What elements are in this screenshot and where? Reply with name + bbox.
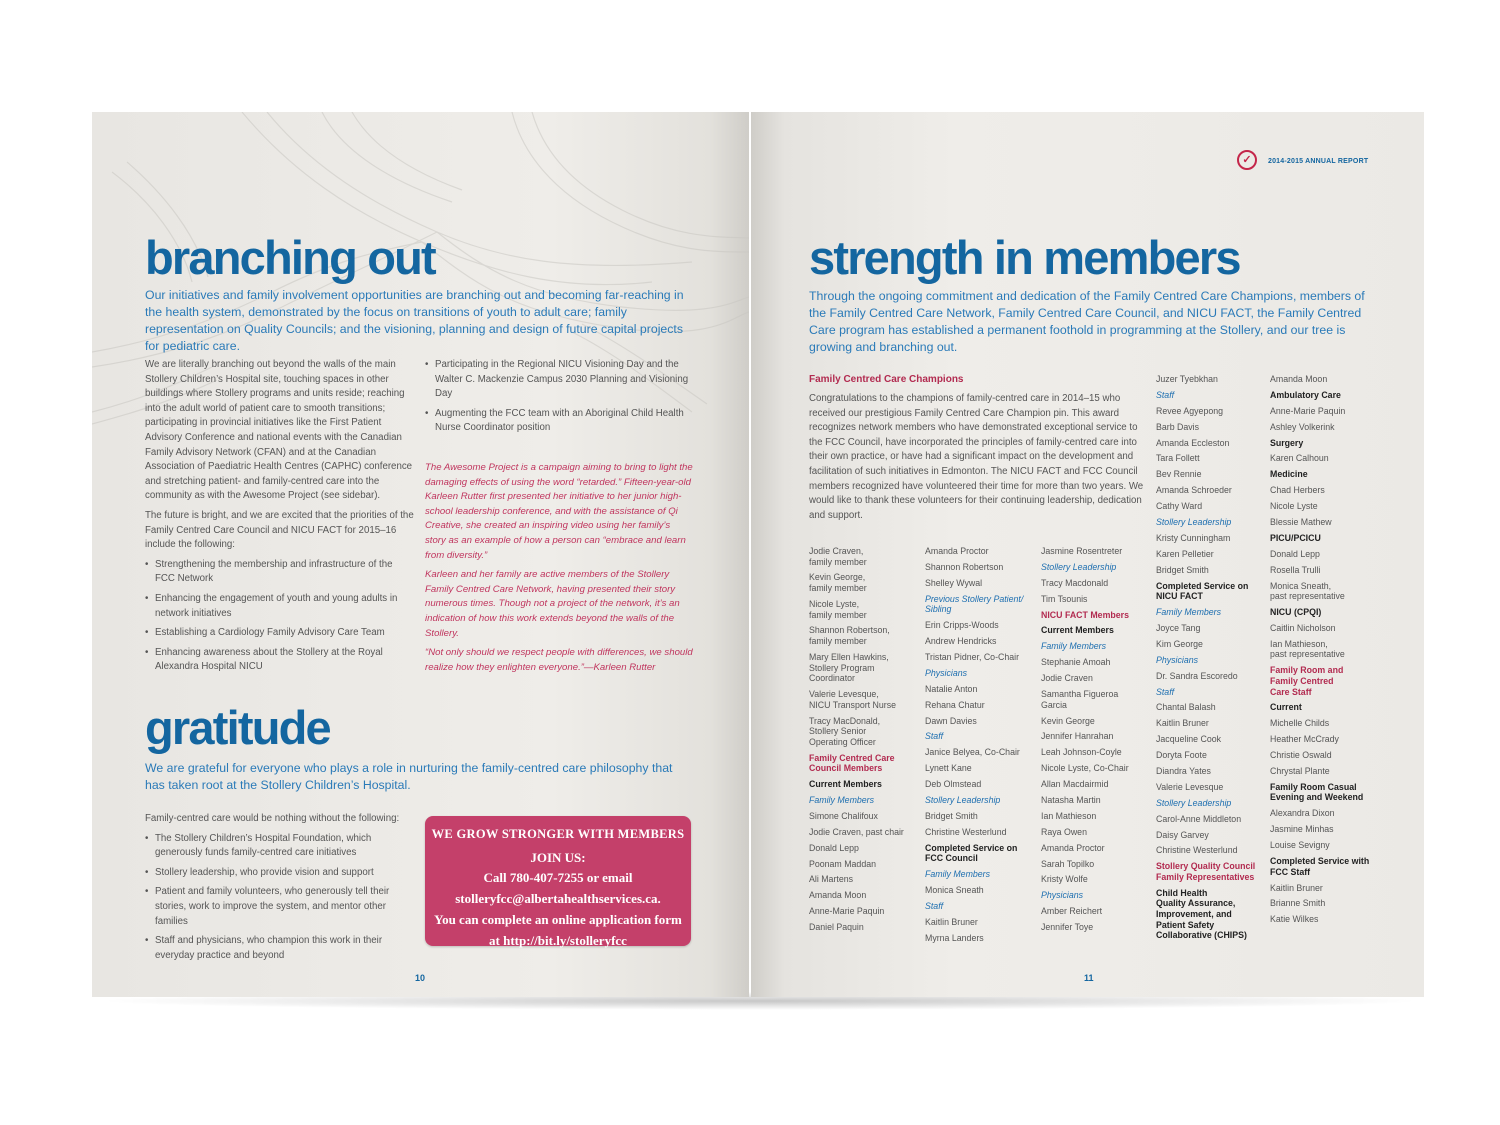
member-name: Jasmine Rosentreter xyxy=(1041,546,1123,556)
member-name: Lynett Kane xyxy=(925,763,972,774)
member-category: Family Members xyxy=(1041,641,1107,652)
member-name: Erin Cripps-Woods xyxy=(925,620,999,631)
member-name: Doryta Foote xyxy=(1156,750,1207,761)
member-name: Tracy MacDonald, Stollery Senior Operating Officer xyxy=(809,715,881,747)
member-name: Jasmine Minhas xyxy=(1270,824,1334,835)
member-name: Natalie Anton xyxy=(925,683,978,694)
member-name: Dawn Davies xyxy=(925,715,977,726)
member-name: Kim George xyxy=(1156,638,1203,649)
member-category: Family Members xyxy=(925,869,991,880)
member-name: Anne-Marie Paquin xyxy=(1270,405,1346,416)
member-heading: Family Room Casual Evening and Weekend xyxy=(1270,781,1364,803)
member-name: Shannon Robertson, family member xyxy=(809,625,890,647)
member-heading: Completed Service with FCC Staff xyxy=(1270,856,1370,877)
member-name: Nicole Lyste xyxy=(1270,501,1318,512)
member-name: Jacqueline Cook xyxy=(1156,734,1222,745)
member-name: Ashley Volkerink xyxy=(1270,421,1335,432)
member-category: Physicians xyxy=(925,667,968,678)
sidebar-quote: “Not only should we respect people with differences, we should realize how they enlighten everyone.”—Karleen Rutter xyxy=(425,647,693,673)
member-name: Allan Macdairmid xyxy=(1041,779,1109,790)
member-category: Staff xyxy=(925,900,944,911)
member-name: Monica Sneath xyxy=(925,885,984,895)
member-category: Physicians xyxy=(1041,890,1084,901)
member-heading: Current Members xyxy=(1041,625,1114,636)
member-name: Valerie Levesque xyxy=(1156,781,1224,792)
member-name: Rehana Chatur xyxy=(925,699,985,710)
member-name: Tim Tsounis xyxy=(1041,593,1088,604)
member-name: Amanda Schroeder xyxy=(1156,485,1232,496)
member-category: Physicians xyxy=(1156,654,1199,665)
member-name: Nicole Lyste, family member xyxy=(809,598,867,620)
member-name: Bev Rennie xyxy=(1156,469,1202,480)
member-heading: Family Centred Care Council Members xyxy=(809,752,895,774)
member-name: Nicole Lyste, Co-Chair xyxy=(1041,763,1129,774)
member-name: Tara Follett xyxy=(1156,453,1200,464)
member-name: Revee Agyepong xyxy=(1156,405,1224,416)
member-heading: Medicine xyxy=(1270,469,1308,480)
member-name: Sarah Topilko xyxy=(1041,858,1095,869)
member-column-2 xyxy=(925,546,1037,949)
list-item: • Enhancing the engagement of youth and young adults in network initiatives xyxy=(145,592,415,621)
member-name: Dr. Sandra Escoredo xyxy=(1156,670,1238,681)
member-name: Donald Lepp xyxy=(1270,548,1320,559)
member-category: Stollery Leadership xyxy=(1156,517,1232,528)
page-number: 10 xyxy=(415,973,426,983)
member-name: Bridget Smith xyxy=(1156,564,1209,575)
member-name: Monica Sneath, past representative xyxy=(1270,580,1345,602)
member-name: Cathy Ward xyxy=(1156,501,1203,512)
list-item: • Patient and family volunteers, who generously tell their stories, work to improve the system, and mentor other families xyxy=(145,885,415,929)
member-name: Ian Mathieson xyxy=(1041,810,1097,821)
gratitude-intro: Family-centred care would be nothing without the following: xyxy=(145,813,400,824)
member-category: Stollery Leadership xyxy=(1041,561,1117,572)
member-heading: Completed Service on NICU FACT xyxy=(1156,580,1249,602)
callout-url-link[interactable]: at http://bit.ly/stolleryfcc xyxy=(489,933,627,948)
member-name: Ali Martens xyxy=(809,874,853,885)
member-name: Jennifer Hanrahan xyxy=(1041,731,1114,742)
member-name: Karen Pelletier xyxy=(1156,548,1214,559)
member-name: Kevin George, family member xyxy=(809,572,867,594)
member-name: Louise Sevigny xyxy=(1270,840,1330,851)
member-name: Amanda Moon xyxy=(1270,374,1328,384)
member-name: Michelle Childs xyxy=(1270,718,1330,729)
join-us-callout xyxy=(425,816,691,946)
member-name: Stephanie Amoah xyxy=(1041,657,1111,668)
member-name: Joyce Tang xyxy=(1156,622,1201,633)
member-heading: Current xyxy=(1270,702,1302,713)
list-item: • Participating in the Regional NICU Visioning Day and the Walter C. Mackenzie Campus 2030 Planning and Visioning Day xyxy=(425,358,690,402)
gratitude-title: gratitude xyxy=(145,701,330,754)
member-name: Kaitlin Bruner xyxy=(1270,882,1323,893)
left-page xyxy=(92,112,749,997)
member-name: Shelley Wywal xyxy=(925,577,983,588)
member-name: Alexandra Dixon xyxy=(1270,808,1335,819)
list-item: • Stollery leadership, who provide vision and support xyxy=(145,866,415,881)
member-name: Daniel Paquin xyxy=(809,922,864,933)
awesome-project-sidebar xyxy=(425,461,693,680)
member-name: Bridget Smith xyxy=(925,810,978,821)
member-name: Kristy Cunningham xyxy=(1156,532,1231,543)
member-name: Valerie Levesque, NICU Transport Nurse xyxy=(809,689,897,710)
member-name: Donald Lepp xyxy=(809,842,859,853)
priorities-list xyxy=(145,558,415,675)
member-name: Amanda Proctor xyxy=(925,546,989,556)
member-name: Myrna Landers xyxy=(925,932,984,943)
member-heading: NICU FACT Members xyxy=(1041,609,1129,620)
member-name: Carol-Anne Middleton xyxy=(1156,813,1242,824)
callout-phone: Call 780-407-7255 or email xyxy=(483,870,633,885)
member-name: Leah Johnson-Coyle xyxy=(1041,747,1122,758)
member-category: Stollery Leadership xyxy=(1156,797,1232,808)
report-header: 2014-2015 ANNUAL REPORT xyxy=(1268,158,1369,165)
callout-join: JOIN US: xyxy=(530,850,586,865)
member-name: Barb Davis xyxy=(1156,421,1200,432)
member-name: Samantha Figueroa Garcia xyxy=(1041,689,1119,710)
member-category: Stollery Leadership xyxy=(925,794,1001,805)
champions-body: Congratulations to the champions of family-centred care in 2014–15 who received our prestigious Family Centred Care Champion pin. This award recognizes network members who have demonstrated exceptional service to the FCC Council, have incorporated the principles of family-centred care into their own practice, or have had a significant impact on the development and facilitation of such initiatives in Edmonton. The NICU FACT and FCC Council members recognized have volunteered their time for more than two years. We would like to thank these volunteers for their continuing leadership, dedication and support. xyxy=(809,393,1144,521)
member-category: Staff xyxy=(1156,389,1175,400)
member-name: Karen Calhoun xyxy=(1270,453,1329,464)
sidebar-paragraph: The Awesome Project is a campaign aiming to bring to light the damaging effects of using the word “retarded.” Fifteen-year-old Karleen Rutter first presented her initiative to her junior high-school leadership conference, and with the assistance of Qi Creative, she created an inspiring video using her family’s story as an example of how a person can “embrace and learn from diversity.” xyxy=(425,462,693,561)
member-name: Simone Chalifoux xyxy=(809,810,878,821)
member-name: Kevin George xyxy=(1041,715,1095,726)
member-heading: Ambulatory Care xyxy=(1270,389,1341,400)
member-name: Kristy Wolfe xyxy=(1041,874,1088,885)
list-item: • Establishing a Cardiology Family Advisory Care Team xyxy=(145,626,415,641)
list-item: • The Stollery Children’s Hospital Foundation, which generously funds family-centred care initiatives xyxy=(145,832,415,861)
member-name: Tristan Pidner, Co-Chair xyxy=(925,651,1020,662)
page-number: 11 xyxy=(1084,973,1094,983)
champions-heading: Family Centred Care Champions xyxy=(809,374,964,385)
member-category: Staff xyxy=(1156,686,1175,697)
priorities-continued xyxy=(425,358,690,441)
member-column-4 xyxy=(1156,374,1266,946)
member-category: Family Members xyxy=(1156,607,1222,618)
member-name: Amanda Eccleston xyxy=(1156,437,1230,448)
member-category: Family Members xyxy=(809,794,875,805)
member-name: Chantal Balash xyxy=(1156,702,1216,713)
member-name: Janice Belyea, Co-Chair xyxy=(925,747,1020,758)
member-name: Chrystal Plante xyxy=(1270,765,1330,776)
list-item: • Strengthening the membership and infrastructure of the FCC Network xyxy=(145,558,415,587)
list-item: • Augmenting the FCC team with an Aboriginal Child Health Nurse Coordinator position xyxy=(425,407,690,436)
member-name: Tracy Macdonald xyxy=(1041,577,1109,588)
member-name: Chad Herbers xyxy=(1270,485,1325,496)
member-name: Kaitlin Bruner xyxy=(925,916,978,927)
member-name: Blessie Mathew xyxy=(1270,517,1332,528)
gratitude-lead: We are grateful for everyone who plays a role in nurturing the family-centred care philosophy that has taken root at the Stollery Children’s Hospital. xyxy=(145,761,673,792)
member-name: Amanda Moon xyxy=(809,890,867,901)
member-name: Brianne Smith xyxy=(1270,898,1326,909)
member-name: Mary Ellen Hawkins, Stollery Program Coordinator xyxy=(809,651,889,684)
gratitude-list xyxy=(145,832,415,964)
member-name: Jodie Craven, family member xyxy=(809,546,867,567)
strength-lead: Through the ongoing commitment and dedication of the Family Centred Care Champions, members of the Family Centred Care Network, Family Centred Care Council, and NICU FACT, the Family Centred Care program has established a permanent foothold in programming at the Stollery, and our tree is growing and branching out. xyxy=(809,289,1365,354)
strength-in-members-title: strength in members xyxy=(809,231,1240,284)
member-name: Anne-Marie Paquin xyxy=(809,906,885,917)
member-column-5 xyxy=(1270,374,1380,930)
member-name: Amber Reichert xyxy=(1041,906,1103,917)
branching-out-lead: Our initiatives and family involvement opportunities are branching out and becoming far-reaching in the health system, demonstrated by the focus on transitions of youth to adult care; family representation on Quality Councils; and the visioning, planning and design of future capital projects for pediatric care. xyxy=(145,288,684,353)
member-heading: NICU (CPQI) xyxy=(1270,607,1322,618)
member-name: Heather McCrady xyxy=(1270,734,1339,745)
member-name: Raya Owen xyxy=(1041,826,1087,837)
member-name: Amanda Proctor xyxy=(1041,842,1105,853)
member-name: Daisy Garvey xyxy=(1156,829,1209,840)
member-name: Christine Westerlund xyxy=(1156,845,1238,856)
callout-heading: WE GROW STRONGER WITH MEMBERS xyxy=(431,827,685,841)
member-name: Caitlin Nicholson xyxy=(1270,622,1336,633)
member-heading: PICU/PCICU xyxy=(1270,532,1321,543)
member-name: Shannon Robertson xyxy=(925,561,1004,572)
member-name: Andrew Hendricks xyxy=(925,636,997,647)
member-name: Christie Oswald xyxy=(1270,750,1332,761)
member-heading: Child Health Quality Assurance, Improvement, and Patient Safety Collaborative (CHIPS) xyxy=(1156,887,1247,941)
member-name: Jennifer Toye xyxy=(1041,922,1094,933)
member-name: Diandra Yates xyxy=(1156,765,1211,776)
member-name: Rosella Trulli xyxy=(1270,564,1321,575)
branching-out-title: branching out xyxy=(145,231,435,284)
callout-form-text: You can complete an online application form xyxy=(434,912,682,927)
body-paragraph: The future is bright, and we are excited that the priorities of the Family Centred Care Council and NICU FACT for 2015–16 include the following: xyxy=(145,509,414,551)
member-name: Jodie Craven, past chair xyxy=(809,826,904,837)
member-name: Juzer Tyebkhan xyxy=(1156,374,1218,384)
callout-email-link[interactable]: stolleryfcc@albertahealthservices.ca. xyxy=(455,891,661,906)
member-column-3 xyxy=(1041,546,1151,938)
gratitude-body xyxy=(145,812,415,968)
body-paragraph: We are literally branching out beyond the walls of the main Stollery Children’s Hospital site, touching spaces in other buildings where Stollery programs and units reside; reaching into the adult world of patient care to smooth transitions; participating in provincial initiatives like the First Patient Advisory Conference and national events with the Canadian Family Advisory Network (CFAN) and at the Canadian Association of Paediatric Health Centres (CAPHC) conference and stretching patient- and family-centred care into the community as with the Awesome Project (see sidebar). xyxy=(145,359,413,502)
list-item: • Staff and physicians, who champion this work in their everyday practice and beyond xyxy=(145,934,415,963)
right-page xyxy=(751,112,1424,997)
list-item: • Enhancing awareness about the Stollery at the Royal Alexandra Hospital NICU xyxy=(145,646,415,675)
member-heading: Family Room and Family Centred Care Staff xyxy=(1270,665,1344,697)
member-name: Katie Wilkes xyxy=(1270,914,1319,925)
member-name: Deb Olmstead xyxy=(925,779,982,790)
member-category: Staff xyxy=(925,731,944,742)
member-heading: Surgery xyxy=(1270,437,1304,448)
stollery-logo-icon: ✓ xyxy=(1237,150,1257,170)
member-column-1 xyxy=(809,546,919,938)
member-name: Poonam Maddan xyxy=(809,858,876,869)
member-category: Previous Stollery Patient/ Sibling xyxy=(925,593,1024,615)
member-name: Jodie Craven xyxy=(1041,673,1093,684)
member-name: Christine Westerlund xyxy=(925,826,1007,837)
member-name: Ian Mathieson, past representative xyxy=(1270,638,1345,660)
member-name: Kaitlin Bruner xyxy=(1156,718,1209,729)
member-name: Natasha Martin xyxy=(1041,794,1101,805)
member-heading: Current Members xyxy=(809,779,882,790)
member-heading: Completed Service on FCC Council xyxy=(925,842,1018,864)
sidebar-paragraph: Karleen and her family are active members of the Stollery Family Centred Care Network, having presented their story numerous times. Though not a project of the network, it’s an indication of how this work extends beyond the walls of the Stollery. xyxy=(425,569,680,639)
branching-out-body xyxy=(145,358,415,680)
member-heading: Stollery Quality Council Family Representatives xyxy=(1156,861,1256,882)
